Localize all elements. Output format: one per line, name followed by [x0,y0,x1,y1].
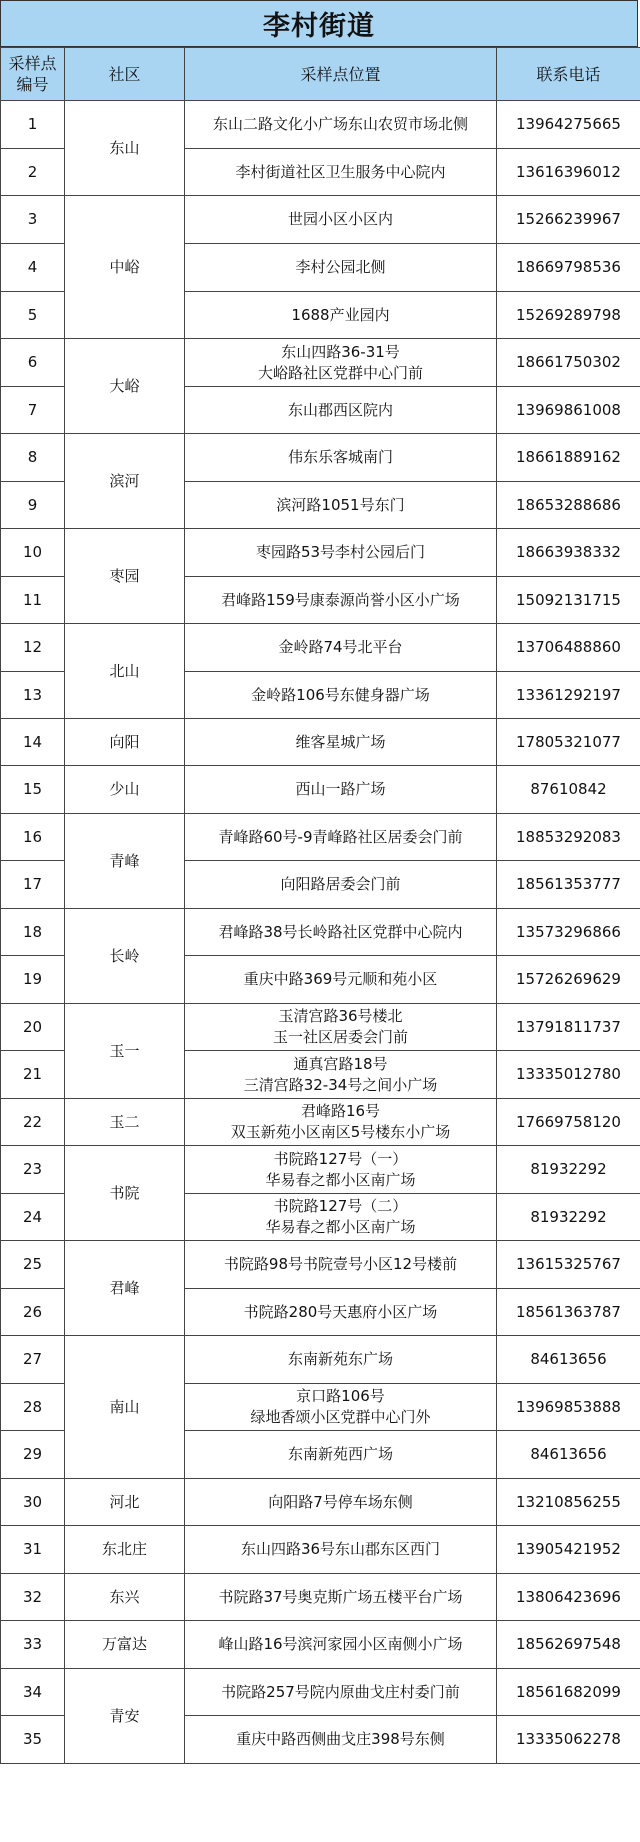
table-row [1,909,640,956]
table-row [1,1621,640,1669]
cell-phone: 15266239967 [497,196,640,244]
cell-community: 东北庄 [65,1526,185,1574]
header-location: 采样点位置 [185,48,497,101]
table-row [1,814,640,861]
header-community: 社区 [65,48,185,101]
cell-number: 30 [1,1479,65,1526]
cell-number: 19 [1,956,65,1004]
cell-community: 青安 [65,1669,185,1764]
cell-number: 11 [1,577,65,624]
cell-location [185,624,497,672]
location-line: 维客星城广场 [295,732,386,751]
table-body [1,101,640,1764]
cell-location [185,101,497,149]
cell-phone: 81932292 [497,1194,640,1241]
cell-phone: 18561363787 [497,1289,640,1336]
location-line: 玉一社区居委会门前 [272,1028,408,1046]
cell-number: 13 [1,672,65,719]
cell-phone: 17805321077 [497,719,640,766]
cell-location [185,1669,497,1716]
cell-community: 君峰 [65,1241,185,1336]
table-row [1,101,640,149]
table-row [1,529,640,577]
cell-number: 12 [1,624,65,672]
location-line: 东山四路36号东山郡东区西门 [240,1540,441,1558]
cell-phone: 18561353777 [497,861,640,909]
table-row [1,624,640,672]
cell-community: 东兴 [65,1574,185,1621]
cell-number: 23 [1,1146,65,1194]
cell-phone: 17669758120 [497,1099,640,1146]
cell-location [185,814,497,861]
cell-phone: 18669798536 [497,244,640,292]
cell-number: 15 [1,766,65,814]
table-row [1,434,640,482]
cell-phone: 18562697548 [497,1621,640,1669]
cell-phone: 13964275665 [497,101,640,149]
cell-community: 长岭 [65,909,185,1004]
cell-number: 4 [1,244,65,292]
cell-location [185,1289,497,1336]
location-line: 重庆中路西侧曲戈庄398号东侧 [236,1730,445,1748]
cell-community: 滨河 [65,434,185,529]
cell-community: 玉一 [65,1004,185,1099]
cell-number: 5 [1,292,65,339]
cell-phone: 13791811737 [497,1004,640,1051]
cell-location [185,1051,497,1099]
cell-phone: 87610842 [497,766,640,814]
location-line: 伟东乐客城南门 [287,448,393,466]
location-line: 绿地香颂小区党群中心门外 [250,1408,431,1426]
cell-community: 南山 [65,1336,185,1479]
cell-number: 9 [1,482,65,529]
location-line: 东南新苑西广场 [287,1445,393,1463]
cell-location [185,434,497,482]
cell-community: 河北 [65,1479,185,1526]
cell-community: 少山 [65,766,185,814]
location-line: 玉清宫路36号楼北 [278,1007,403,1025]
cell-number: 25 [1,1241,65,1289]
cell-phone: 18653288686 [497,482,640,529]
cell-number: 22 [1,1099,65,1146]
cell-phone: 13210856255 [497,1479,640,1526]
cell-location [185,1526,497,1574]
location-line: 金岭路74号北平台 [278,638,403,656]
header-phone: 联系电话 [497,48,640,101]
cell-number: 14 [1,719,65,766]
cell-phone: 18561682099 [497,1669,640,1716]
cell-phone: 84613656 [497,1431,640,1479]
cell-phone: 13969861008 [497,387,640,434]
location-line: 君峰路159号康泰源尚誉小区小广场 [221,590,460,609]
cell-location [185,1194,497,1241]
cell-phone: 13905421952 [497,1526,640,1574]
cell-community: 北山 [65,624,185,719]
location-line: 东南新苑东广场 [287,1350,393,1368]
location-line: 重庆中路369号元顺和苑小区 [243,970,438,988]
table-row [1,1146,640,1194]
cell-community: 青峰 [65,814,185,909]
cell-number: 32 [1,1574,65,1621]
cell-location [185,292,497,339]
cell-location [185,244,497,292]
cell-number: 6 [1,339,65,387]
cell-phone: 13361292197 [497,672,640,719]
cell-location [185,672,497,719]
cell-phone: 81932292 [497,1146,640,1194]
cell-location [185,339,497,387]
table-row [1,1669,640,1716]
header-number-line1: 采样点 [8,54,57,73]
cell-location [185,1099,497,1146]
cell-community: 向阳 [65,719,185,766]
cell-phone: 13615325767 [497,1241,640,1289]
cell-location [185,909,497,956]
cell-number: 21 [1,1051,65,1099]
table-row [1,1336,640,1384]
location-line: 李村街道社区卫生服务中心院内 [235,162,446,181]
table-row [1,339,640,387]
cell-location [185,861,497,909]
header-number-line2: 编号 [16,75,49,94]
location-line: 金岭路106号东健身器广场 [251,685,430,704]
cell-number: 33 [1,1621,65,1669]
cell-number: 16 [1,814,65,861]
location-line: 东山二路文化小广场东山农贸市场北侧 [212,115,468,133]
cell-location [185,766,497,814]
location-line: 峰山路16号滨河家园小区南侧小广场 [218,1635,463,1653]
location-line: 君峰路16号 [300,1102,381,1120]
cell-community: 中峪 [65,196,185,339]
location-line: 青峰路60号-9青峰路社区居委会门前 [218,827,463,846]
table-row [1,1526,640,1574]
cell-location [185,1574,497,1621]
location-line: 世园小区小区内 [287,210,393,228]
cell-number: 1 [1,101,65,149]
location-line: 东山郡西区院内 [287,400,393,419]
cell-phone: 13573296866 [497,909,640,956]
cell-phone: 84613656 [497,1336,640,1384]
cell-location [185,1241,497,1289]
table-row [1,1479,640,1526]
cell-number: 34 [1,1669,65,1716]
location-line: 书院路280号天惠府小区广场 [243,1302,438,1321]
cell-number: 17 [1,861,65,909]
location-line: 书院路98号书院壹号小区12号楼前 [223,1255,458,1273]
cell-number: 27 [1,1336,65,1384]
cell-number: 31 [1,1526,65,1574]
cell-number: 26 [1,1289,65,1336]
cell-community: 书院 [65,1146,185,1241]
location-line: 双玉新苑小区南区5号楼东小广场 [230,1123,451,1141]
cell-location [185,482,497,529]
table-row [1,1241,640,1289]
page-title: 李村街道 [0,0,638,47]
cell-location [185,1621,497,1669]
header-number [1,48,65,101]
cell-phone: 18661750302 [497,339,640,387]
cell-location [185,577,497,624]
location-line: 京口路106号 [296,1387,385,1405]
cell-location [185,956,497,1004]
cell-number: 2 [1,149,65,196]
table-row [1,196,640,244]
location-line: 书院路37号奥克斯广场五楼平台广场 [218,1587,463,1606]
cell-number: 28 [1,1384,65,1431]
sampling-points-table [0,47,640,1764]
location-line: 书院路127号（一） [273,1149,408,1168]
location-line: 滨河路1051号东门 [276,495,405,514]
cell-location [185,719,497,766]
cell-location [185,1146,497,1194]
cell-community: 玉二 [65,1099,185,1146]
cell-location [185,149,497,196]
location-line: 书院路257号院内原曲戈庄村委门前 [221,1682,460,1701]
cell-number: 18 [1,909,65,956]
cell-location [185,1479,497,1526]
cell-location [185,529,497,577]
table-row [1,719,640,766]
location-line: 枣园路53号李村公园后门 [255,543,426,561]
cell-number: 8 [1,434,65,482]
cell-community: 万富达 [65,1621,185,1669]
location-line: 通真宫路18号 [293,1054,388,1073]
cell-location [185,1716,497,1764]
cell-location [185,1384,497,1431]
location-line: 李村公园北侧 [295,258,386,276]
cell-community: 枣园 [65,529,185,624]
cell-phone: 13335062278 [497,1716,640,1764]
cell-number: 29 [1,1431,65,1479]
cell-number: 3 [1,196,65,244]
cell-number: 24 [1,1194,65,1241]
cell-number: 10 [1,529,65,577]
cell-phone: 15726269629 [497,956,640,1004]
cell-phone: 13806423696 [497,1574,640,1621]
cell-community: 大峪 [65,339,185,434]
table-row [1,1574,640,1621]
table-header-row [1,48,640,101]
cell-number: 20 [1,1004,65,1051]
cell-location [185,1431,497,1479]
cell-phone: 13616396012 [497,149,640,196]
location-line: 君峰路38号长岭路社区党群中心院内 [218,922,463,941]
location-line: 华易春之都小区南广场 [265,1218,416,1236]
table-row [1,766,640,814]
cell-phone: 13969853888 [497,1384,640,1431]
cell-phone: 18853292083 [497,814,640,861]
location-line: 1688产业园内 [291,305,390,324]
cell-community: 东山 [65,101,185,196]
cell-location [185,196,497,244]
location-line: 东山四路36-31号 [281,342,400,361]
cell-location [185,1004,497,1051]
location-line: 三清宫路32-34号之间小广场 [243,1075,438,1094]
cell-location [185,387,497,434]
cell-phone: 18663938332 [497,529,640,577]
cell-phone: 15269289798 [497,292,640,339]
cell-number: 35 [1,1716,65,1764]
location-line: 向阳路7号停车场东侧 [268,1492,413,1511]
location-line: 华易春之都小区南广场 [265,1170,416,1189]
cell-phone: 18661889162 [497,434,640,482]
cell-number: 7 [1,387,65,434]
cell-location [185,1336,497,1384]
table-row [1,1004,640,1051]
location-line: 书院路127号（二） [273,1197,408,1215]
location-line: 向阳路居委会门前 [280,875,401,893]
location-line: 大峪路社区党群中心门前 [257,363,423,382]
cell-phone: 15092131715 [497,577,640,624]
location-line: 西山一路广场 [295,780,386,798]
cell-phone: 13706488860 [497,624,640,672]
cell-phone: 13335012780 [497,1051,640,1099]
table-row [1,1099,640,1146]
